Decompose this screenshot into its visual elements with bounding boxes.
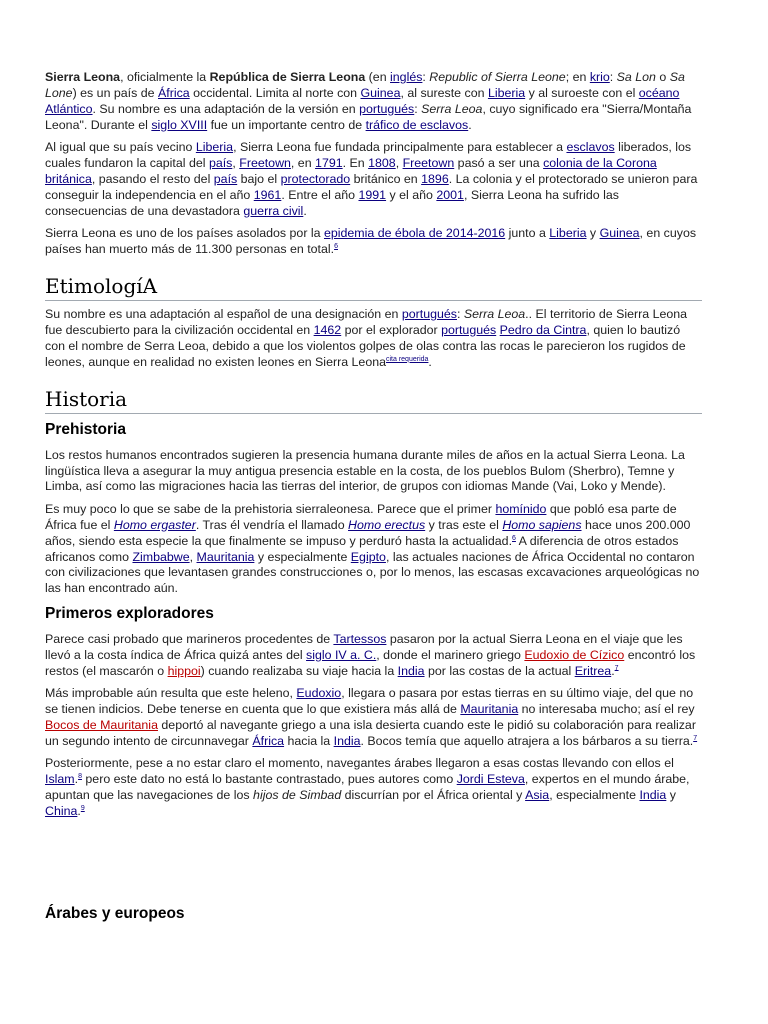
- link-pais[interactable]: país: [208, 156, 233, 171]
- prehistoria-paragraph-1: Los restos humanos encontrados sugieren la presencia humana durante miles de años en la actual Sierra Leona. La lingüística lleva a asegurar la muy antigua presencia estable en la costa, de los pueblos Bulom (Sherbro), Temne y Limba, así como las migraciones hacia las tierras del interior, de grupos con idiomas Mande (Vai, Loko y Mende).: [45, 447, 685, 494]
- link-eritrea[interactable]: Eritrea: [574, 663, 612, 678]
- section-heading-historia: Historia: [45, 387, 702, 414]
- primeros-paragraph-2: Más improbable aún resulta que este heleno, Eudoxio, llegara o pasara por estas tierras en su último viaje, del que no se tienen indicios. Debe tenerse en cuenta que lo que existiera más allá de Mauritania no interesaba mucho; así el rey Bocos de Mauritania deportó al navegante griego a una isla desierta cuando este le pidió su colaboración para realizar un segundo intento de circunnavegar África hacia la India. Bocos temía que aquello atrajera a los bárbaros a su tierra.$^7$: [45, 685, 698, 748]
- link-liberia[interactable]: Liberia: [487, 85, 526, 100]
- link-tartessos[interactable]: Tartessos: [333, 631, 387, 646]
- link-2001[interactable]: 2001: [436, 187, 464, 202]
- intro-paragraph-3: Sierra Leona es uno de los países asolados por la epidemia de ébola de 2014-2016 junto a Liberia y Guinea, en cuyos países han muerto más de 11.300 personas en total.$^6$: [45, 226, 697, 257]
- link-egipto[interactable]: Egipto: [350, 549, 386, 564]
- link-siglo-iv-ac[interactable]: siglo IV a. C.: [306, 647, 377, 662]
- section-heading-etimologia: EtimologíA: [45, 274, 702, 301]
- link-india[interactable]: India: [639, 787, 667, 802]
- article-content: [45, 70, 702, 932]
- link-homo-sapiens[interactable]: Homo sapiens: [502, 517, 582, 532]
- link-hippoi[interactable]: hippoi: [167, 663, 201, 678]
- link-protectorado[interactable]: protectorado: [280, 171, 351, 186]
- link-china[interactable]: China: [45, 803, 78, 818]
- link-portugues[interactable]: portugués: [441, 322, 497, 337]
- article-subject: Sierra Leona: [45, 70, 121, 84]
- reference-link[interactable]: 6: [512, 534, 516, 542]
- subsection-heading-arabes-y-europeos: Árabes y europeos: [45, 905, 185, 923]
- link-bocos-de-mauritania[interactable]: Bocos de Mauritania: [45, 717, 158, 732]
- subsection-heading-primeros-exploradores: Primeros exploradores: [45, 604, 214, 622]
- reference-link[interactable]: 7: [614, 664, 619, 672]
- link-oceano-atlantico[interactable]: océano Atlántico: [45, 85, 680, 116]
- link-krio[interactable]: krio: [589, 70, 610, 84]
- link-freetown[interactable]: Freetown: [239, 156, 291, 171]
- primeros-paragraph-1: Parece casi probado que marineros procedentes de Tartessos pasaron por la actual Sierra Leona en el viaje que les llevó a la costa índica de África quizá antes del siglo IV a. C., donde el marinero griego Eudoxio de Cízico encontró los restos (el mascarón o hippoi) cuando realizaba su viaje hacia la India por las costas de la actual Eritrea.$^7$: [45, 631, 696, 678]
- link-epidemia-ebola[interactable]: epidemia de ébola de 2014-2016: [323, 226, 506, 241]
- link-homo-erectus[interactable]: Homo erectus: [348, 517, 426, 532]
- link-eudoxio-de-cizico[interactable]: Eudoxio de Cízico: [524, 647, 625, 662]
- link-guinea[interactable]: Guinea: [599, 226, 640, 241]
- link-liberia[interactable]: Liberia: [195, 140, 234, 155]
- subsection-heading-prehistoria: Prehistoria: [45, 420, 126, 438]
- link-freetown[interactable]: Freetown: [402, 156, 455, 171]
- intro-paragraph-2: Al igual que su país vecino Liberia, Sierra Leona fue fundada principalmente para establecer a esclavos liberados, los cuales fundaron la capital del país, Freetown, en 1791. En 1808, Freetown pasó a ser una colonia de la Corona británica, pasando el resto del país bajo el protectorado británico en 1896. La colonia y el protectorado se unieron para conseguir la independencia en el año 1961. Entre el año 1991 y el año 2001, Sierra Leona ha sufrido las consecuencias de una devastadora guerra civil.: [45, 140, 698, 218]
- reference-link[interactable]: 7: [693, 734, 698, 742]
- link-1791[interactable]: 1791: [315, 156, 343, 171]
- link-zimbabwe[interactable]: Zimbabwe: [132, 549, 190, 564]
- link-guinea[interactable]: Guinea: [360, 85, 401, 100]
- link-guerra-civil[interactable]: guerra civil: [243, 203, 304, 218]
- link-liberia[interactable]: Liberia: [549, 226, 587, 241]
- link-pedro-da-cintra[interactable]: Pedro da Cintra: [499, 322, 587, 337]
- link-1991[interactable]: 1991: [358, 187, 387, 202]
- link-ingles[interactable]: inglés: [390, 70, 423, 84]
- link-1808[interactable]: 1808: [368, 156, 396, 171]
- link-trafico-de-esclavos[interactable]: tráfico de esclavos: [365, 117, 469, 132]
- link-portugues[interactable]: portugués: [401, 306, 457, 321]
- primeros-paragraph-3: Posteriormente, pese a no estar claro el momento, navegantes árabes llegaron a esas costas llevando con ellos el Islam.$^8$ pero este dato no está lo bastante contrastado, pues autores como Jordi Esteva, expertos en el mundo árabe, apuntan que las navegaciones de los hijos de Simbad discurrían por el África oriental y Asia, especialmente India y China.$^9$: [45, 756, 690, 818]
- link-mauritania[interactable]: Mauritania: [196, 549, 255, 564]
- link-eudoxio[interactable]: Eudoxio: [296, 685, 342, 700]
- link-siglo-xviii[interactable]: siglo XVIII: [151, 117, 208, 132]
- link-hominido[interactable]: homínido: [495, 501, 547, 516]
- link-africa[interactable]: África: [158, 85, 190, 100]
- link-esclavos[interactable]: esclavos: [566, 140, 615, 155]
- cita-requerida-link[interactable]: cita requerida: [386, 355, 429, 363]
- official-name: República de Sierra Leona: [209, 70, 366, 84]
- link-africa[interactable]: África: [252, 733, 285, 748]
- link-colonia-corona-britanica[interactable]: colonia de la Corona británica: [45, 156, 657, 186]
- link-india[interactable]: India: [333, 733, 361, 748]
- reference-link[interactable]: 8: [78, 772, 82, 780]
- link-asia[interactable]: Asia: [525, 787, 550, 802]
- link-1462[interactable]: 1462: [313, 322, 342, 337]
- link-india[interactable]: India: [397, 663, 425, 678]
- intro-paragraph-1: Sierra Leona, oficialmente la República de Sierra Leona (en inglés: Republic of Sierra Leone; en krio: Sa Lon o Sa Lone) es un país de África occidental. Limita al norte con Guinea, al sureste con Liberia y al suroeste con el océano Atlántico. Su nombre es una adaptación de la versión en portugués: Serra Leoa, cuyo significado era "Sierra/Montaña Leona". Durante el siglo XVIII fue un importante centro de tráfico de esclavos.: [45, 70, 692, 132]
- reference-link[interactable]: 9: [80, 804, 85, 812]
- link-jordi-esteva[interactable]: Jordi Esteva: [456, 772, 525, 786]
- link-mauritania[interactable]: Mauritania: [460, 701, 519, 716]
- link-portugues[interactable]: portugués: [359, 101, 415, 116]
- prehistoria-paragraph-2: Es muy poco lo que se sabe de la prehistoria sierraleonesa. Parece que el primer homínido que pobló esa parte de África fue el Homo ergaster. Tras él vendría el llamado Homo erectus y tras este el Homo sapiens hace unos 200.000 años, siendo esta especie la que finalmente se impuso y perduró hasta la actualidad.$^6$ A diferencia de otros estados africanos como Zimbabwe, Mauritania y especialmente Egipto, las actuales naciones de África Occidental no contaron con civilizaciones que levantasen grandes construcciones o, por lo menos, las escasas excavaciones arqueológicas no las han encontrado aún.: [45, 501, 700, 596]
- link-1961[interactable]: 1961: [253, 187, 282, 202]
- reference-link[interactable]: 6: [334, 242, 338, 250]
- link-homo-ergaster[interactable]: Homo ergaster: [113, 517, 196, 532]
- link-pais[interactable]: país: [213, 171, 238, 186]
- blank-space: [45, 826, 702, 900]
- link-1896[interactable]: 1896: [421, 171, 449, 186]
- etimologia-paragraph: Su nombre es una adaptación al español de una designación en portugués: Serra Leoa.. El territorio de Sierra Leona fue descubierto para la civilización occidental en 1462 por el explorador portugués Pedro da Cintra, quien lo bautizó con el nombre de Serra Leoa, debido a que los violentos golpes de olas contra las rocas le parecieron los rugidos de leones, aunque en realidad no existen leones en Sierra Leona$^{cita requerida}$.: [45, 306, 688, 369]
- link-islam[interactable]: Islam: [45, 772, 75, 786]
